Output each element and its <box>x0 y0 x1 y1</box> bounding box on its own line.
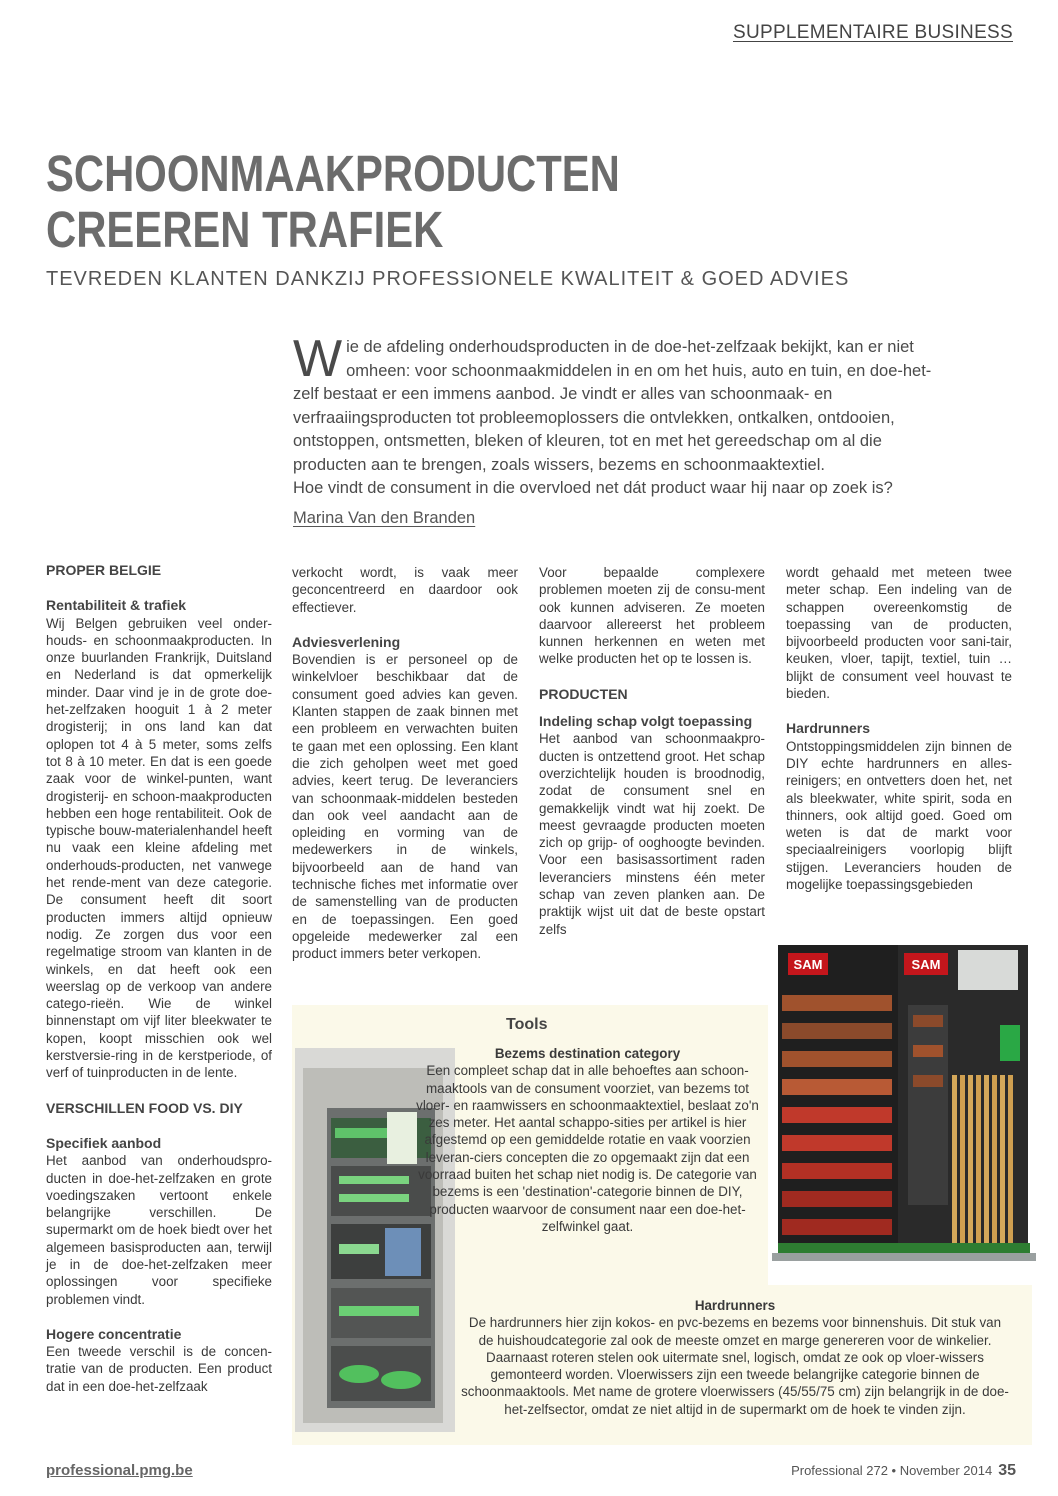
page-title <box>46 146 784 258</box>
caption-text: De hardrunners hier zijn kokos- en pvc-bezems en bezems voor binnenshuis. Dit stuk van de huishoudcategorie zal ook de meeste omzet en marge genereren voor de winkelier. Daarnaast roteren stelen ook uitermate snel, logisch, omdat ze ook op vloer-wissers gemonteerd worden. Vloerwissers zijn een tweede belangrijke categorie binnen de schoonmaaktools. Met name de grotere vloerwissers (45/55/75 cm) zijn belangrijk in de doe-het-zelfsector, omdat ze niet altijd in de supermarkt om de hoek te vinden zijn. <box>461 1315 1009 1417</box>
intro-text: ie de afdeling onderhoudsproducten in de doe-het-zelfzaak bekijkt, kan er niet omheen: voor schoonmaakmiddelen in en om het huis, auto en tuin, en doe-het-zelf bestaat er een immens aanbod. Je vindt er alles van schoonmaak- en verfraaiingsproducten tot probleemoplossers die ontvlekken, ontkalken, ontdooien, ontstoppen, ontsmetten, bleken of kleuren, tot en met het gereedschap om al die producten aan te brengen, zoals wissers, bezems en schoonmaaktextiel. <box>293 338 932 474</box>
subheading: Hardrunners <box>786 720 871 737</box>
tools-heading: Tools <box>506 1016 548 1033</box>
caption-heading: Hardrunners <box>694 1298 776 1313</box>
brand-sign-left: SAM <box>793 957 823 972</box>
broom-rack-photo <box>768 925 1043 1285</box>
caption-destination <box>410 1045 765 1235</box>
title-line-1: SCHOONMAAKPRODUCTEN <box>46 145 620 202</box>
intro-question: Hoe vindt de consument in die overvloed net dát product waar hij naar op zoek is? <box>293 479 893 497</box>
footer-issue <box>791 1462 1016 1480</box>
body-paragraph: Voor bepaalde complexere problemen moeten zij de consu-ment ook kunnen adviseren. Ze moeten daarvoor allereerst het probleem kunnen herkennen en weten met welke producten het op te lossen is. <box>539 565 765 667</box>
body-paragraph: Het aanbod van onderhoudspro-ducten in doe-het-zelfzaken en grote voedingszaken vertoont enkele belangrijke verschillen. De supermarkt om de hoek biedt over het algemeen basisproducten aan, terwijl je in de doe-het-zelfzaken meer oplossingen voor specifieke problemen vindt. <box>46 1153 272 1307</box>
subtitle: TEVREDEN KLANTEN DANKZIJ PROFESSIONELE KWALITEIT & GOED ADVIES <box>46 268 850 290</box>
column-3 <box>539 564 765 938</box>
body-paragraph: Een tweede verschil is de concen-tratie van de producten. Een product dat in een doe-het-zelfzaak <box>46 1344 272 1394</box>
body-paragraph: Het aanbod van schoonmaakpro-ducten is ontzettend groot. Het schap overzichtelijk houden is broodnodig, zodat de consument snel en gemakkelijk vindt wat hij zoekt. De meest gevraagde producten moeten zich op grijp- of ooghoogte bevinden. Voor een basisassortiment raden leveranciers minstens één meter schap van zeven planken aan. De praktijk wijst uit dat de beste opstart zelfs <box>539 731 765 937</box>
section-tag: SUPPLEMENTAIRE BUSINESS <box>732 22 1013 43</box>
drop-cap: W <box>293 330 343 388</box>
column-2 <box>292 564 518 963</box>
subheading: Indeling schap volgt toepassing <box>539 713 753 730</box>
subheading: Hogere concentratie <box>46 1325 182 1342</box>
section-heading: PRODUCTEN <box>539 685 628 702</box>
caption-heading: Bezems destination category <box>494 1046 681 1061</box>
body-paragraph: Bovendien is er personeel op de winkelvloer beschikbaar dat de consument goed advies kan geven. Klanten stappen de zaak binnen met een probleem en verwachten buiten te gaan met een oplossing. Een klant die zich geholpen weet met goed advies, keert terug. De leveranciers van schoonmaak-middelen besteden dan ook veel aandacht aan de opleiding en vorming van de medewerkers in de winkels, bijvoorbeeld aan de hand van technische fiches met informatie over de samenstelling van de producten en de toepassingen. Een goed opgeleide medewerker zal een product immers beter verkopen. <box>292 652 518 962</box>
section-heading: PROPER BELGIE <box>46 562 162 578</box>
subheading: Rentabiliteit & trafiek <box>46 597 187 614</box>
body-paragraph: Wij Belgen gebruiken veel onder-houds- en schoonmaakproducten. In onze buurlanden Frankrijk, Duitsland en Nederland is dat opmerkelijk minder. Daar vind je in de grote doe-het-zelfzaken hooguit 1 à 2 meter drogisterij; in ons land kan dat oplopen tot 4 à 5 meter, soms zelfs tot 8 à 10 meter. En dat is een goede zaak voor de winkel-punten, want drogisterij- en schoon-maakproducten hebben een hoge rentabiliteit. Ook de typische bouw-materialenhandel heeft nu vaak een kleine afdeling met onderhouds-producten, net vanwege het rende-ment van deze categorie. De consument heeft dit soort producten immers altijd opnieuw nodig. Ze zorgen dus voor een regelmatige stroom van klanten in de winkels, en dat heeft ook een weerslag op de verkoop van andere catego-rieën. Wie de winkel binnenstapt om vijf liter bleekwater te kopen, koopt misschien ook wel kerstversie-ring in de kerstperiode, of verf of tuinproducten in de lente. <box>46 615 272 1081</box>
subheading: Specifiek aanbod <box>46 1134 162 1151</box>
body-paragraph: wordt gehaald met meteen twee meter schap. Een indeling van de schappen overeenkomstig de toepassing van de producten, bijvoorbeeld producten voor sani-tair, keuken, vloer, tapijt, textiel, tuin … blijkt de consument veel houvast te bieden. <box>786 565 1012 702</box>
author-byline: Marina Van den Branden <box>293 509 476 527</box>
brand-sign-right: SAM <box>911 957 941 972</box>
broom-head-rows <box>782 995 948 1235</box>
column-4 <box>786 564 1012 893</box>
subheading: Adviesverlening <box>292 633 401 650</box>
footer-website[interactable]: professional.pmg.be <box>46 1462 193 1479</box>
column-1 <box>46 562 272 1395</box>
intro-paragraph <box>293 330 943 501</box>
body-paragraph: verkocht wordt, is vaak meer geconcentreerd en daardoor ook effectiever. <box>292 565 518 615</box>
caption-text: Een compleet schap dat in alle behoeftes aan schoon-maaktools van de consument voorziet, van bezems tot vloer- en raamwissers en schoonmaaktextiel, beslaat zo'n zes meter. Het aantal schappo-sities per artikel is hier afgestemd op een gemiddelde rotatie en vaak voorzien leveran-ciers concepten die zo opgemaakt zijn dat een voorraad buiten het schap niet nodig is. De categorie van bezems is een 'destination'-categorie binnen de DIY, producten waarvoor de consument naar een doe-het-zelfwinkel gaat. <box>416 1063 759 1234</box>
issue-info: Professional 272 • November 2014 <box>791 1463 993 1478</box>
page-number: 35 <box>998 1462 1016 1479</box>
section-heading: VERSCHILLEN FOOD VS. DIY <box>46 1099 243 1116</box>
body-paragraph: Ontstoppingsmiddelen zijn binnen de DIY echte hardrunners en alles-reinigers; en ontvetters doen het, net als bleekwater, white spirit, soda en thinners, ook altijd goed. Goed om weten is dat de markt voor speciaalreinigers voorlopig blijft stijgen. Leveranciers houden de mogelijke toepassingsgebieden <box>786 738 1012 893</box>
caption-hardrunners <box>460 1297 1010 1418</box>
title-line-2: CREEREN TRAFIEK <box>46 201 444 258</box>
